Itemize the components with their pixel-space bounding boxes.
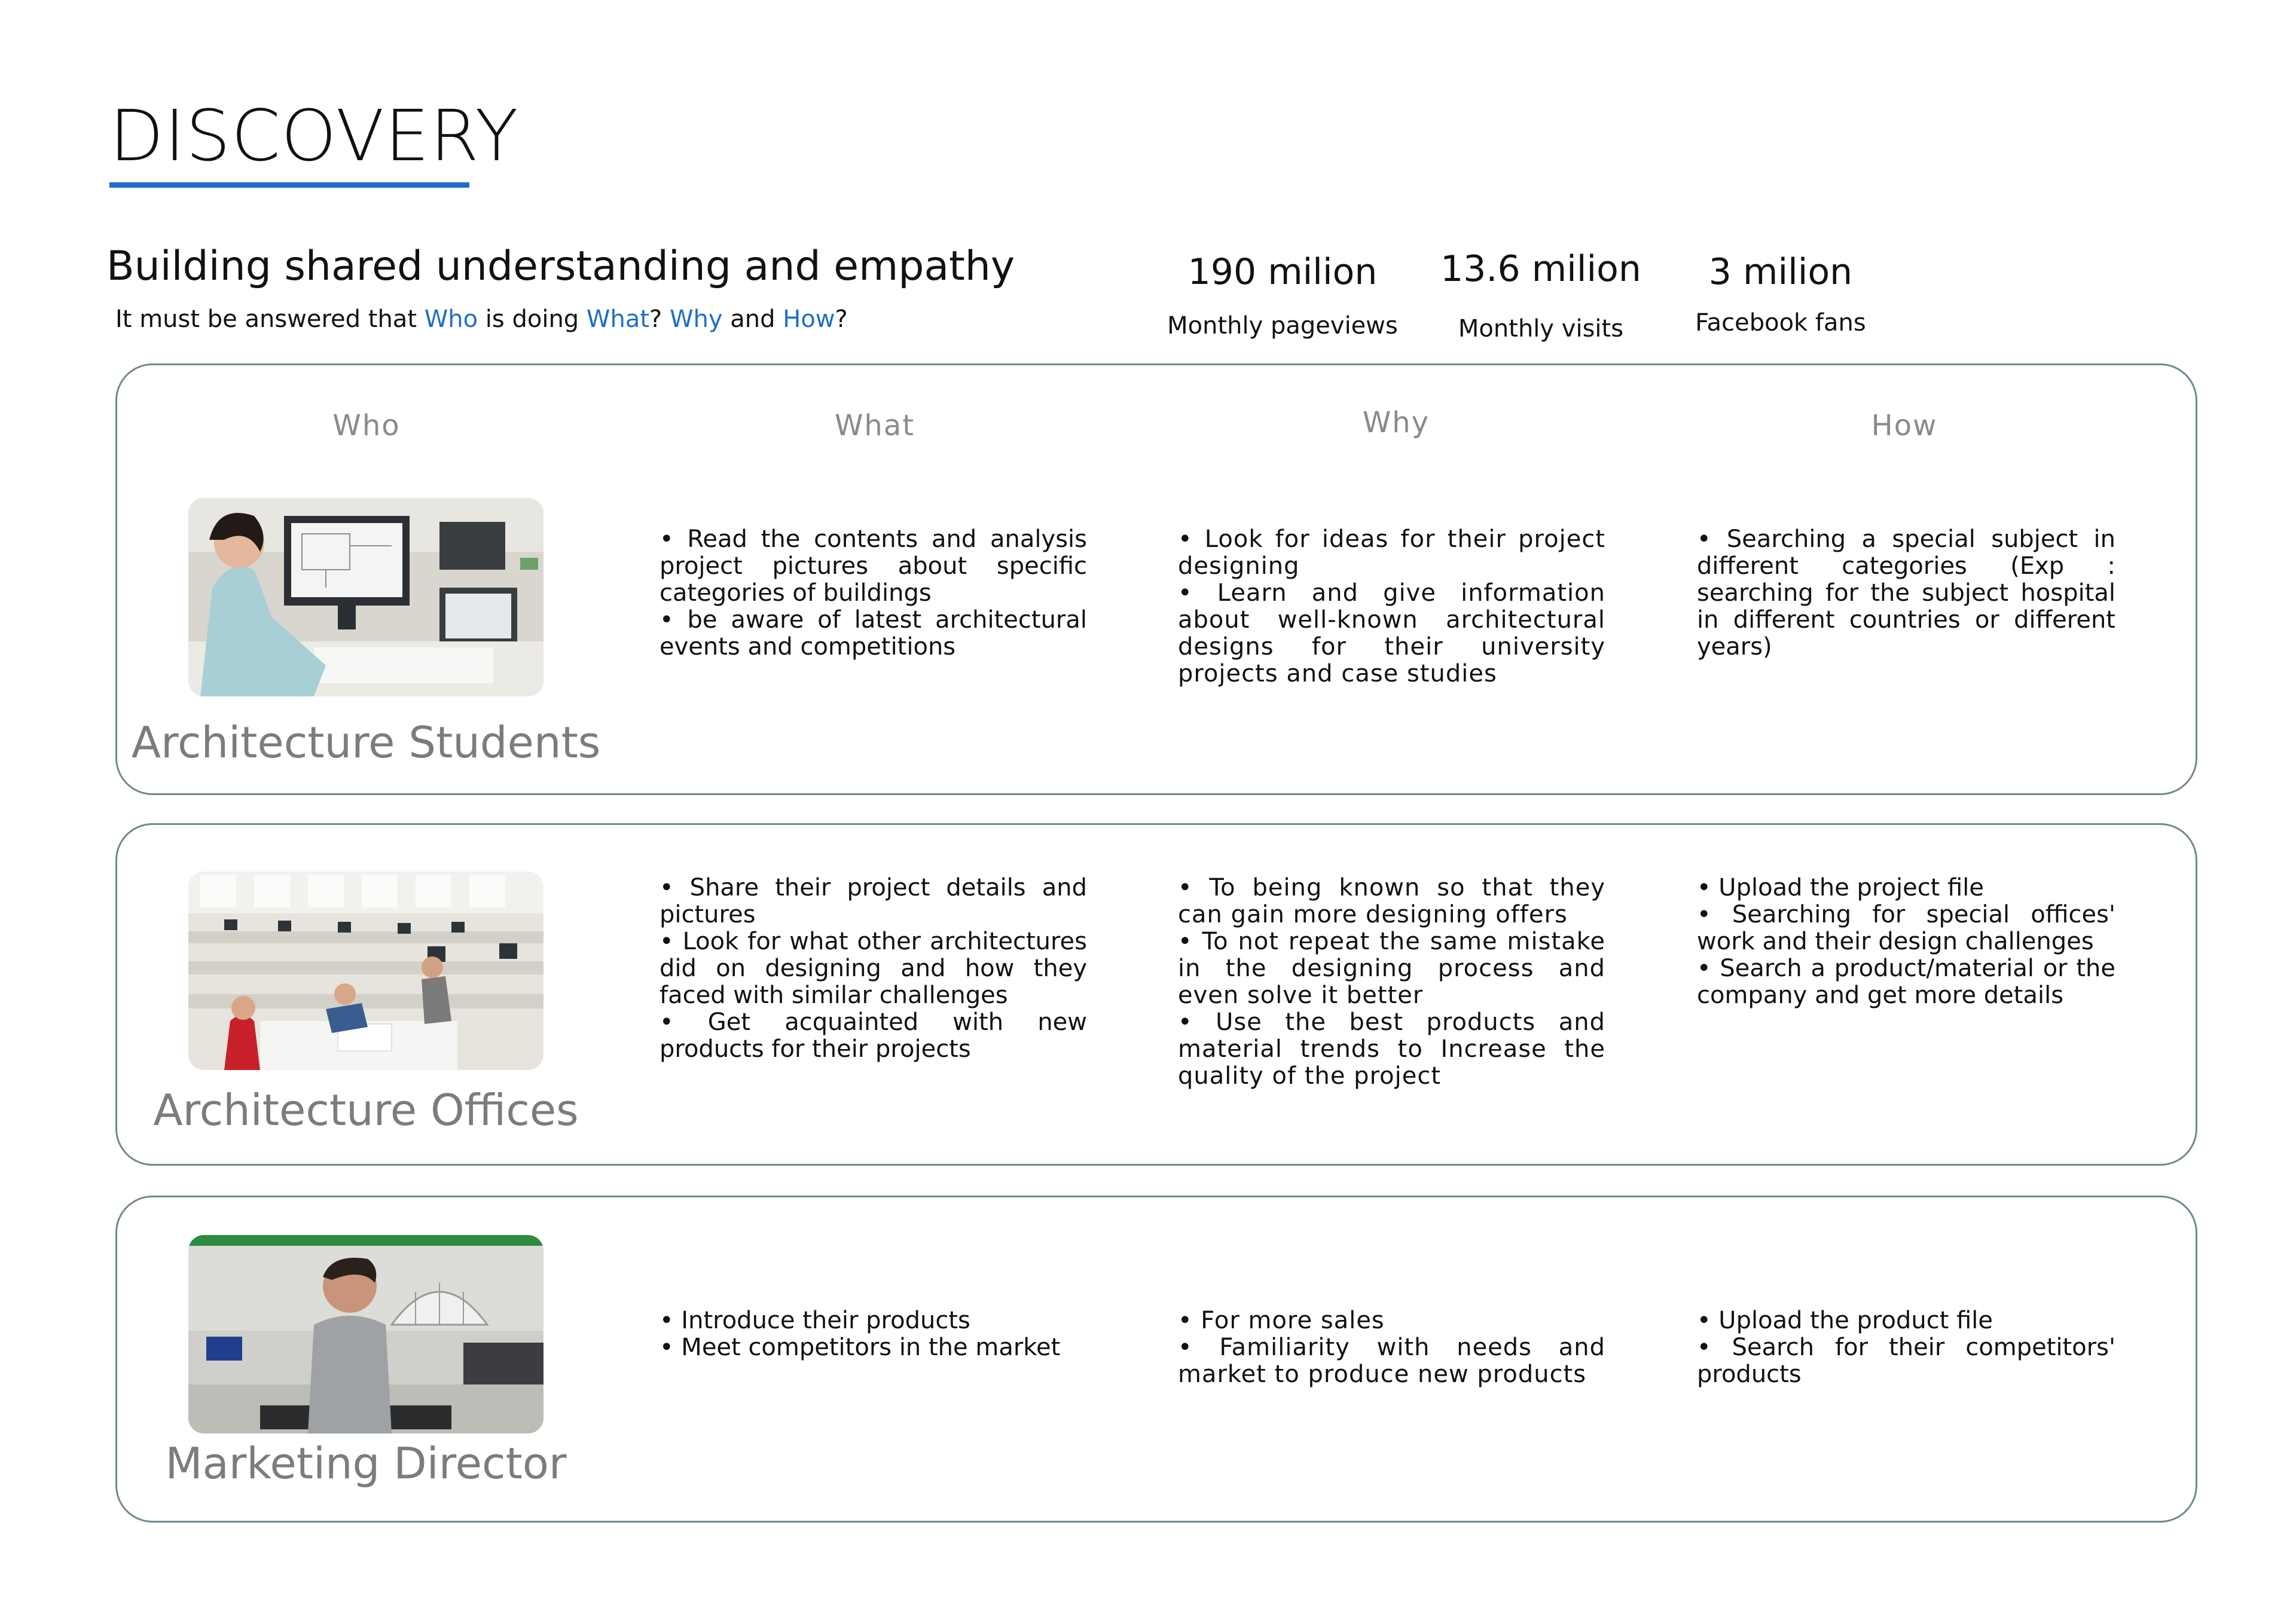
list-item: • Search a product/material or the company and get more details xyxy=(1697,955,2115,1009)
list-item: • Get acquainted with new products for their projects xyxy=(660,1008,1087,1063)
persona-name: Architecture Students xyxy=(131,717,601,768)
stat-value: 13.6 milion xyxy=(1440,248,1641,290)
column-header-who: Who xyxy=(332,409,401,442)
marketing-director-photo xyxy=(188,1235,544,1434)
list-item: • Share their project details and pictures xyxy=(660,874,1087,928)
list-item: • Searching for special offices' work and their design challenges xyxy=(1697,901,2115,955)
list-item: • Use the best products and material trends to Increase the quality of the project xyxy=(1178,1008,1605,1090)
why-list xyxy=(1178,875,1605,1090)
question-text-1: It must be answered that xyxy=(115,305,425,333)
page-subtitle: Building shared understanding and empathy xyxy=(106,243,1015,290)
what-list xyxy=(660,1307,1087,1361)
question-text-4: and xyxy=(722,305,783,333)
list-item: • Upload the project file xyxy=(1697,874,1984,901)
stat-facebook-fans xyxy=(1655,251,1906,337)
list-item: • To not repeat the same mistake in the designing process and even solve it better xyxy=(1178,928,1605,1009)
why-list xyxy=(1178,1307,1605,1388)
how-list xyxy=(1697,1307,2115,1388)
column-header-why: Why xyxy=(1362,406,1430,439)
list-item: • To being known so that they can gain more designing offers xyxy=(1178,874,1605,928)
list-item: • Introduce their products xyxy=(660,1307,970,1334)
question-what: What xyxy=(586,305,650,333)
stat-value: 3 milion xyxy=(1708,251,1853,293)
stat-value: 190 milion xyxy=(1187,251,1378,293)
list-item: • Upload the product file xyxy=(1697,1307,1993,1334)
what-list xyxy=(660,875,1087,1063)
question-how: How xyxy=(783,305,835,333)
list-item: • Look for ideas for their project designing xyxy=(1178,525,1605,580)
persona-name: Marketing Director xyxy=(165,1438,567,1488)
column-header-how: How xyxy=(1871,409,1938,442)
stat-label: Facebook fans xyxy=(1695,309,1866,337)
list-item: • Meet competitors in the market xyxy=(660,1334,1061,1361)
page-title: DISCOVERY xyxy=(109,94,519,177)
stat-label: Monthly visits xyxy=(1458,315,1624,343)
question-text-2: is doing xyxy=(478,305,587,333)
question-why: Why xyxy=(669,305,723,333)
list-item: • Learn and give information about well-known architectural designs for their university projects and case studies xyxy=(1178,579,1605,687)
list-item: • Searching a special subject in different categories (Exp : searching for the subject hospital in different countries or different years) xyxy=(1697,525,2115,661)
architecture-offices-photo xyxy=(188,872,544,1070)
guiding-question xyxy=(115,307,848,331)
title-underline xyxy=(109,182,469,188)
column-header-what: What xyxy=(834,409,915,442)
persona-name: Architecture Offices xyxy=(153,1085,579,1135)
how-list xyxy=(1697,875,2115,1009)
list-item: • Read the contents and analysis project pictures about specific categories of buildings xyxy=(660,525,1087,607)
what-list xyxy=(660,526,1087,661)
list-item: • Search for their competitors' products xyxy=(1697,1334,2115,1388)
architecture-students-photo xyxy=(188,498,544,696)
stat-pageviews xyxy=(1157,251,1408,340)
list-item: • Look for what other architectures did on designing and how they faced with similar challenges xyxy=(660,928,1087,1009)
question-text-3: ? xyxy=(649,305,670,333)
stat-label: Monthly pageviews xyxy=(1167,312,1398,340)
why-list xyxy=(1178,526,1605,687)
list-item: • For more sales xyxy=(1178,1307,1385,1334)
stat-visits xyxy=(1415,248,1666,343)
how-list xyxy=(1697,526,2115,661)
list-item: • Familiarity with needs and market to produce new products xyxy=(1178,1334,1605,1388)
question-text-5: ? xyxy=(835,305,848,333)
question-who: Who xyxy=(424,305,478,333)
list-item: • be aware of latest architectural events and competitions xyxy=(660,606,1087,661)
